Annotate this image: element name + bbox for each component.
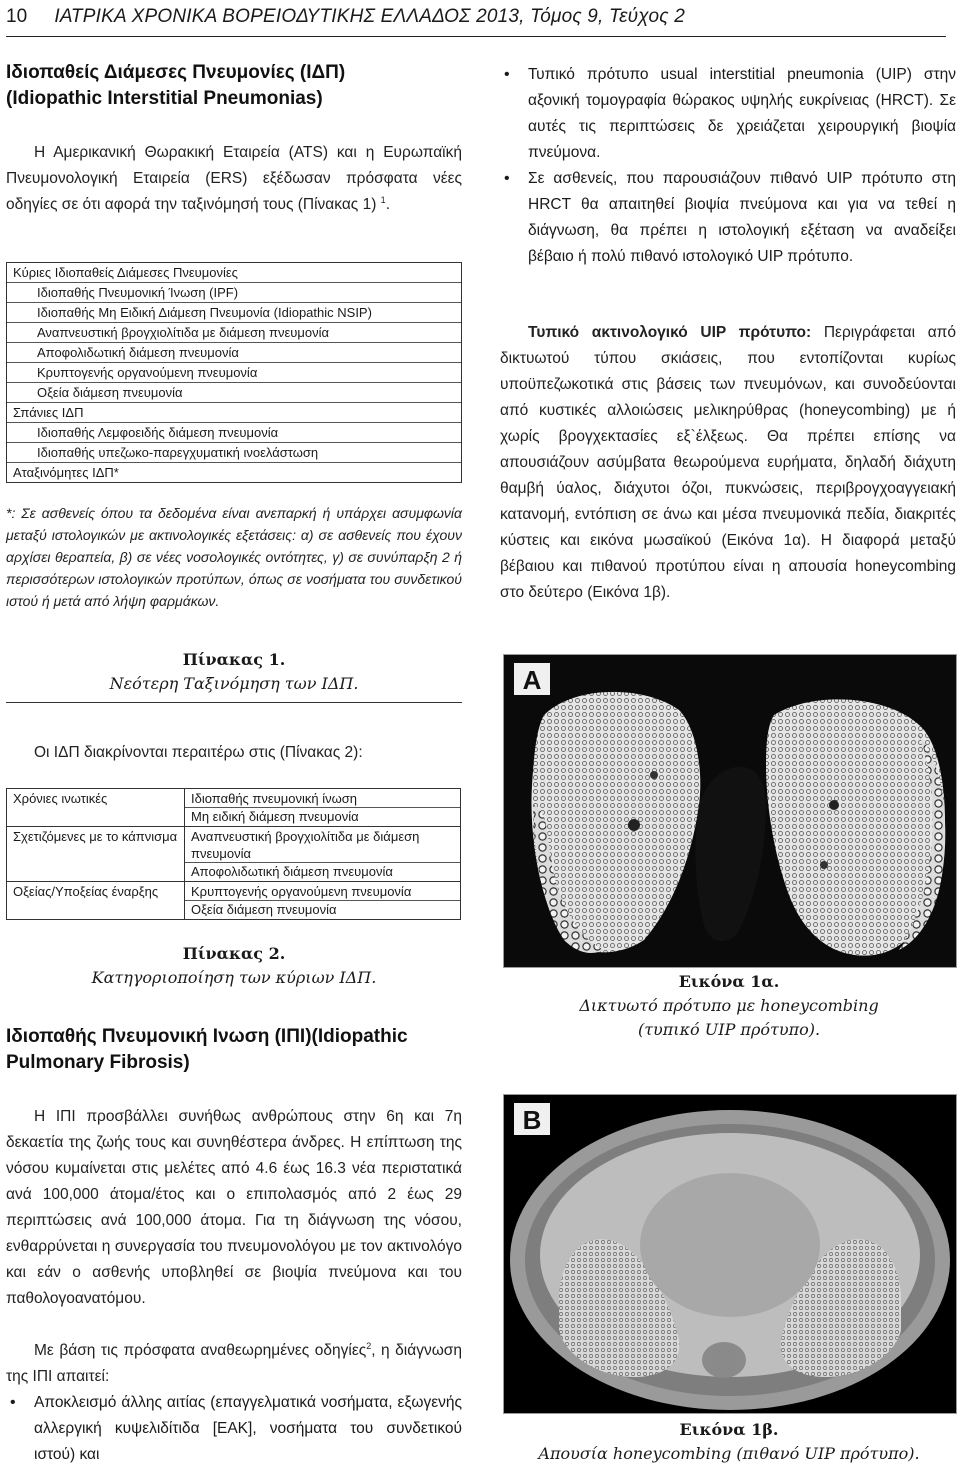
uip-para-text: Περιγράφεται από δικτυωτού τύπου σκιάσεις, που εντοπίζονται κυρίως υποϋπεζωκοτικά στις βάσεις των πνευμόνων, και συνοδεύονται από κυστικές αλλοιώσεις μελικηρύθρας (honeycombing) με ή χωρίς βρογχεκτασίες εξ`έλξεως. Θα πρέπει επίσης να απουσιάζουν ασύμβατα θεωρούμενα ευρήματα, δηλαδή διάχυτη θαμβή ύαλος, διάχυτοι όζοι, πυκνώσεις, περιβρογχοαγγειακή κατανομή, εντόπιση σε άνω και μέσα πνευμονικά πεδία, διακριτές κύστεις και εικόνα μωσαϊκού (Εικόνα 1α). Η διαφορά μεταξύ βέβαιου και πιθανού προτύπου είναι η απουσία honeycombing στο δεύτερο (Εικόνα 1β). [500, 324, 956, 601]
page-number: 10 [6, 6, 28, 27]
ct-scan-a-graphic [503, 654, 957, 968]
figure-1b-ct-image [503, 1094, 955, 1412]
figure-b-letter: B [522, 1105, 542, 1135]
ipf-bullet-1-text: Αποκλεισμό άλλης αιτίας (επαγγελματικά νοσήματα, εξωγενής αλλεργική κυψελιδίτιδα [ΕΑΚ], νοσήματα του συνδετικού ιστού) και [34, 1394, 462, 1463]
table1-caption-label: Πίνακας 1. [182, 650, 286, 669]
table1-row: Αταξινόμητες ΙΔΠ* [13, 465, 119, 480]
section1-title-line1: Ιδιοπαθείς Διάμεσες Πνευμονίες (ΙΔΠ) [6, 62, 346, 83]
table2-intro [6, 740, 462, 766]
table2-category-cell: Σχετιζόμενες με το κάπνισμα [7, 827, 185, 882]
figure-1a-caption-line2: (τυπικό UIP πρότυπο). [637, 1020, 821, 1039]
section1-title [6, 60, 462, 112]
ipf-para1-text: Η ΙΠΙ προσβάλλει συνήθως ανθρώπους στην 6η και 7η δεκαετία της ζωής τους και συνηθέστερα άνδρες. Η επίπτωση της νόσου κυμαίνεται στις μελέτες από 4.6 έως 16.3 νέα περιστατικά ανά 100,000 άτομα/έτος και ο επιπολασμός από 2 έως 29 περιπτώσεις ανά 100,000 άτομα. Για τη διάγνωση της νόσου, ενθαρρύνεται η συνεργασία του πνευμονολόγου με τον ακτινολόγο και εάν ο ασθενής υποβληθεί σε βιοψία πνεύμονα και του παθολογοανατόμου. [6, 1108, 462, 1307]
intro-ref: 1 [380, 194, 386, 205]
ipf-paragraph2 [6, 1338, 462, 1390]
section2-title [6, 1024, 462, 1076]
intro-paragraph [6, 140, 462, 218]
ipf-para2-ref: 2 [366, 1340, 372, 1351]
figure-1b-caption [503, 1418, 955, 1466]
table2-item: Αποφολιδωτική διάμεση πνευμονία [191, 864, 393, 879]
table2-caption-label: Πίνακας 2. [182, 944, 286, 963]
table2-row [7, 882, 461, 920]
uip-paragraph [500, 320, 956, 606]
right-bullet-1-text: Τυπικό πρότυπο usual interstitial pneumonia (UIP) στην αξονική τομογραφία θώρακος υψηλής ευκρίνειας (HRCT). Σε αυτές τις περιπτώσεις δε χρειάζεται χειρουργική βιοψία πνεύμονα. [528, 66, 956, 161]
figure-1b-caption-label: Εικόνα 1β. [679, 1420, 779, 1439]
table2-caption-text: Κατηγοριοποίηση των κύριων ΙΔΠ. [91, 968, 377, 987]
right-bullet-2-text: Σε ασθενείς, που παρουσιάζουν πιθανό UIP πρότυπο στη HRCT θα απαιτηθεί βιοψία πνεύμονα και για να τεθεί η διάγνωση, θα πρέπει η ιστολογική εξέταση να αναδείξει βέβαιο ή πολύ πιθανό ιστολογικό UIP πρότυπο. [528, 170, 956, 265]
journal-title: ΙΑΤΡΙΚΑ ΧΡΟΝΙΚΑ ΒΟΡΕΙΟΔΥΤΙΚΗΣ ΕΛΛΑΔΟΣ 2013, Τόμος 9, Τεύχος 2 [54, 6, 685, 27]
table1-row: Ιδιοπαθής Λεμφοειδής διάμεση πνευμονία [7, 423, 461, 443]
section2-title-line2: Pulmonary Fibrosis) [6, 1052, 190, 1073]
ipf-paragraph1 [6, 1104, 462, 1312]
right-bullet-2 [500, 166, 956, 270]
table2-caption [6, 942, 462, 990]
intro-end: . [385, 196, 390, 213]
ipf-bullet-1 [6, 1390, 462, 1468]
section2-title-line1: Ιδιοπαθής Πνευμονική Ινωση (ΙΠΙ)(Idiopathic [6, 1026, 408, 1047]
table2-item: Αναπνευστική βρογχιολίτιδα με διάμεση πνευμονία [185, 828, 460, 863]
figure-1a-caption [503, 970, 955, 1042]
right-bullets [500, 62, 956, 270]
table1-row: Αναπνευστική βρογχιολίτιδα με διάμεση πνευμονία [7, 323, 461, 343]
ct-scan-b-graphic [503, 1094, 957, 1414]
table1-caption-text: Νεότερη Ταξινόμηση των ΙΔΠ. [109, 674, 359, 693]
caption-divider [6, 702, 462, 703]
table2-row [7, 789, 461, 827]
table2-category-cell: Οξείας/Υποξείας έναρξης [7, 882, 185, 920]
table2-item: Μη ειδική διάμεση πνευμονία [191, 809, 359, 824]
table2-category-cell: Χρόνιες ινωτικές [7, 789, 185, 827]
table2-items-cell [185, 882, 461, 920]
table1-row: Κύριες Ιδιοπαθείς Διάμεσες Πνευμονίες [7, 263, 461, 283]
table2-items-cell [185, 789, 461, 827]
ipf-bullets [6, 1390, 462, 1468]
table1-row: Ιδιοπαθής υπεζωκο-παρεγχυματική ινοελάστωση [7, 443, 461, 463]
intro-text: Η Αμερικανική Θωρακική Εταιρεία (ATS) και η Ευρωπαϊκή Πνευμονολογική Εταιρεία (ERS) εξέδωσαν πρόσφατα νέες οδηγίες σε ότι αφορά την ταξινόμησή τους (Πίνακας 1) [6, 144, 462, 213]
table2-item: Ιδιοπαθής πνευμονική ίνωση [185, 790, 460, 808]
table1-row: Κρυπτογενής οργανούμενη πνευμονία [7, 363, 461, 383]
figure-1a-caption-line1: Δικτυωτό πρότυπο με honeycombing [579, 996, 879, 1015]
table2-row [7, 827, 461, 882]
section1-title-line2: (Idiopathic Interstitial Pneumonias) [6, 88, 323, 109]
running-header [6, 0, 946, 37]
figure-1b-caption-text: Απουσία honeycombing (πιθανό UIP πρότυπο). [538, 1444, 920, 1463]
bullet-dot-icon: • [504, 66, 510, 83]
bullet-dot-icon: • [10, 1394, 16, 1411]
table2-item: Οξεία διάμεση πνευμονία [191, 902, 337, 917]
table2-item: Κρυπτογενής οργανούμενη πνευμονία [185, 883, 460, 901]
figure-1a-ct-image [503, 654, 955, 966]
table1-row: Σπάνιες ΙΔΠ [7, 403, 461, 423]
table2-categories [6, 788, 461, 920]
table2-intro-text: Οι ΙΔΠ διακρίνονται περαιτέρω στις (Πίνακας 2): [34, 744, 363, 761]
figure-a-letter: A [522, 665, 542, 695]
ipf-para2-start: Με βάση τις πρόσφατα αναθεωρημένες οδηγίες [34, 1342, 367, 1359]
uip-lead: Τυπικό ακτινολογικό UIP πρότυπο: [528, 324, 812, 341]
table1-row: Ιδιοπαθής Πνευμονική Ίνωση (IPF) [7, 283, 461, 303]
table1-row: Ιδιοπαθής Μη Ειδική Διάμεση Πνευμονία (Idiopathic NSIP) [7, 303, 461, 323]
table1-caption [6, 648, 462, 696]
table1-row: Αποφολιδωτική διάμεση πνευμονία [7, 343, 461, 363]
table1-row: Οξεία διάμεση πνευμονία [7, 383, 461, 403]
right-bullet-1 [500, 62, 956, 166]
bullet-dot-icon: • [504, 170, 510, 187]
figure-1a-caption-label: Εικόνα 1α. [678, 972, 780, 991]
table2-items-cell [185, 827, 461, 882]
table1-classification [6, 262, 462, 483]
ipf-para2-end: , η διάγνωση της ΙΠΙ απαιτεί: [6, 1342, 462, 1385]
table1-footnote: *: Σε ασθενείς όπου τα δεδομένα είναι ανεπαρκή ή υπάρχει ασυμφωνία μεταξύ ιστολογικών με ακτινολογικές εξετάσεις: α) σε ασθενείς που έχουν αρχίσει θεραπεία, β) σε νέες νοσολογικές οντότητες, γ) σε συνύπαρξη 2 ή περισσότερων ιστολογικών προτύπων, όπως σε νοσήματα του συνδετικού ιστού ή μετά από λήψη φαρμάκων. [6, 505, 462, 609]
